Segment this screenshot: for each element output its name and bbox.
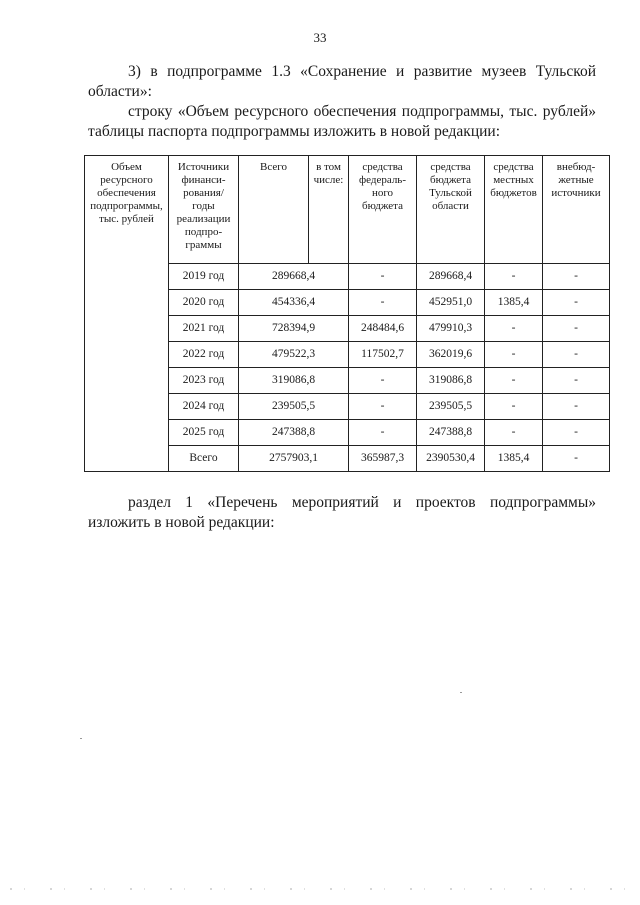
row-label-cell: Объем ресурсного обеспечения подпрограммы, тыс. рублей bbox=[85, 156, 169, 472]
scan-artifact bbox=[460, 692, 462, 693]
cell-federal: 248484,6 bbox=[349, 316, 417, 342]
cell-total: 728394,9 bbox=[239, 316, 349, 342]
cell-local: - bbox=[485, 368, 543, 394]
cell-year: 2019 год bbox=[169, 264, 239, 290]
cell-federal: 365987,3 bbox=[349, 446, 417, 472]
header-total: Всего bbox=[239, 156, 309, 264]
cell-local: - bbox=[485, 316, 543, 342]
cell-regional: 289668,4 bbox=[417, 264, 485, 290]
cell-extra: - bbox=[543, 420, 610, 446]
cell-local: - bbox=[485, 264, 543, 290]
cell-federal: - bbox=[349, 420, 417, 446]
cell-local: - bbox=[485, 342, 543, 368]
cell-federal: - bbox=[349, 368, 417, 394]
cell-year: 2025 год bbox=[169, 420, 239, 446]
cell-local: - bbox=[485, 420, 543, 446]
header-sources: Источники финанси-рования/ годы реализации подпро-граммы bbox=[169, 156, 239, 264]
cell-regional: 2390530,4 bbox=[417, 446, 485, 472]
scan-edge-noise bbox=[10, 888, 630, 890]
cell-total: 2757903,1 bbox=[239, 446, 349, 472]
cell-total: 247388,8 bbox=[239, 420, 349, 446]
header-regional: средства бюджета Тульской области bbox=[417, 156, 485, 264]
cell-year: 2024 год bbox=[169, 394, 239, 420]
cell-local: - bbox=[485, 394, 543, 420]
cell-extra: - bbox=[543, 342, 610, 368]
cell-year: 2021 год bbox=[169, 316, 239, 342]
cell-regional: 362019,6 bbox=[417, 342, 485, 368]
section-paragraph: раздел 1 «Перечень мероприятий и проектов подпрограммы» изложить в новой редакции: bbox=[88, 494, 596, 531]
cell-extra: - bbox=[543, 264, 610, 290]
cell-federal: - bbox=[349, 290, 417, 316]
cell-local: 1385,4 bbox=[485, 290, 543, 316]
cell-federal: 117502,7 bbox=[349, 342, 417, 368]
cell-federal: - bbox=[349, 264, 417, 290]
cell-extra: - bbox=[543, 446, 610, 472]
header-local: средства местных бюджетов bbox=[485, 156, 543, 264]
cell-extra: - bbox=[543, 394, 610, 420]
table-header-row bbox=[85, 156, 610, 264]
intro-paragraph-2: строку «Объем ресурсного обеспечения подпрограммы, тыс. рублей» таблицы паспорта подпрограммы изложить в новой редакции: bbox=[88, 103, 596, 140]
cell-total: 454336,4 bbox=[239, 290, 349, 316]
cell-total: 319086,8 bbox=[239, 368, 349, 394]
cell-extra: - bbox=[543, 316, 610, 342]
cell-total: 289668,4 bbox=[239, 264, 349, 290]
resource-table bbox=[84, 155, 610, 472]
header-extra: внебюд-жетные источники bbox=[543, 156, 610, 264]
cell-regional: 479910,3 bbox=[417, 316, 485, 342]
cell-regional: 247388,8 bbox=[417, 420, 485, 446]
header-including: в том числе: bbox=[309, 156, 349, 264]
page-number: 33 bbox=[313, 30, 327, 45]
cell-extra: - bbox=[543, 290, 610, 316]
cell-total: 479522,3 bbox=[239, 342, 349, 368]
cell-regional: 239505,5 bbox=[417, 394, 485, 420]
cell-federal: - bbox=[349, 394, 417, 420]
cell-year: 2022 год bbox=[169, 342, 239, 368]
cell-total: 239505,5 bbox=[239, 394, 349, 420]
scan-artifact bbox=[80, 738, 82, 739]
intro-paragraph-1: 3) в подпрограмме 1.3 «Сохранение и развитие музеев Тульской области»: bbox=[88, 63, 596, 100]
cell-year: 2023 год bbox=[169, 368, 239, 394]
cell-regional: 452951,0 bbox=[417, 290, 485, 316]
header-federal: средства федераль-ного бюджета bbox=[349, 156, 417, 264]
cell-regional: 319086,8 bbox=[417, 368, 485, 394]
cell-year: 2020 год bbox=[169, 290, 239, 316]
cell-extra: - bbox=[543, 368, 610, 394]
cell-local: 1385,4 bbox=[485, 446, 543, 472]
cell-year: Всего bbox=[169, 446, 239, 472]
